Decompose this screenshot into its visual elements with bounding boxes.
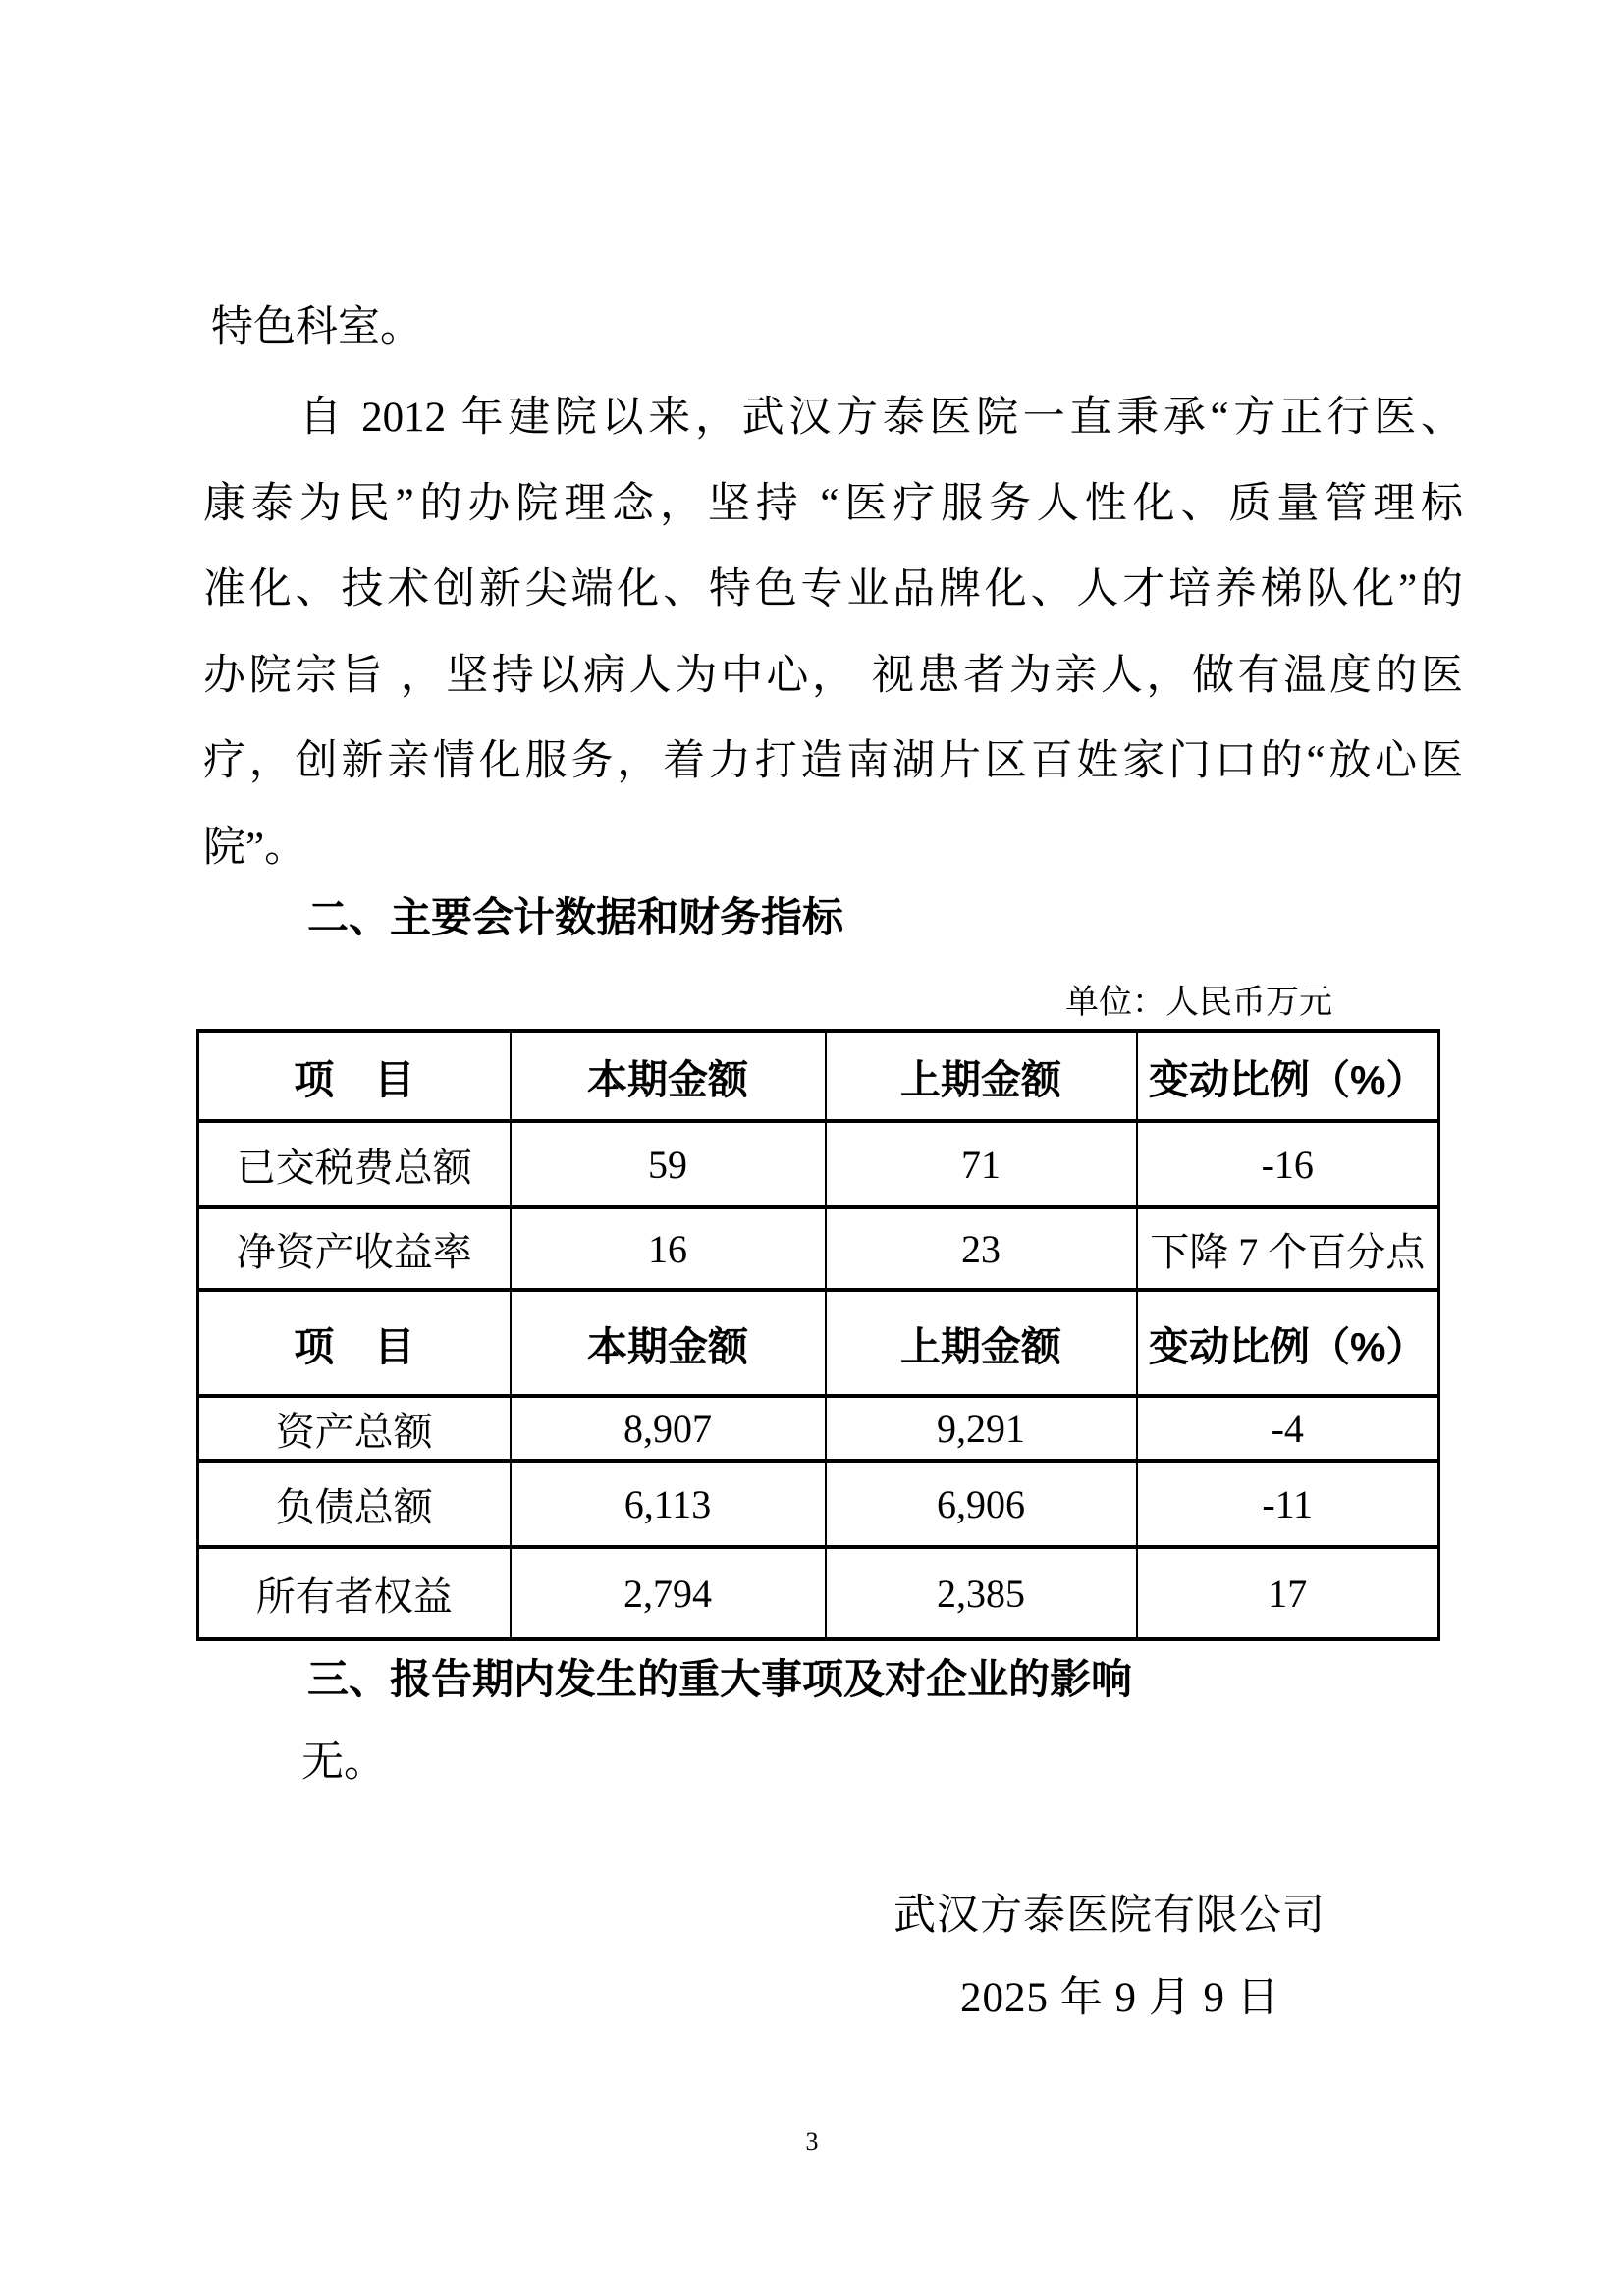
table-header-cell: 本期金额	[511, 1031, 826, 1121]
table-cell-change: -16	[1137, 1121, 1439, 1207]
table-unit-note: 单位：人民币万元	[1065, 985, 1332, 1021]
paragraph-line: 康泰为民”的办院理念，坚持 “医疗服务人性化、质量管理标	[203, 481, 1463, 527]
table-header-row	[198, 1031, 1439, 1121]
table-row	[198, 1396, 1439, 1461]
signature-company: 武汉方泰医院有限公司	[893, 1893, 1326, 1939]
table-header-row	[198, 1290, 1439, 1396]
paragraph-line: 自 2012 年建院以来，武汉方泰医院一直秉承“方正行医、	[299, 395, 1463, 441]
table-row	[198, 1461, 1439, 1547]
table-cell-prior: 71	[826, 1121, 1137, 1207]
paragraph-line: 疗，创新亲情化服务，着力打造南湖片区百姓家门口的“放心医	[203, 738, 1463, 784]
table-cell-item: 净资产收益率	[198, 1207, 511, 1290]
section3-heading: 三、报告期内发生的重大事项及对企业的影响	[307, 1656, 1133, 1702]
table-cell-item: 已交税费总额	[198, 1121, 511, 1207]
financial-indicators-table	[196, 1029, 1440, 1641]
table-cell-current: 6,113	[511, 1461, 826, 1547]
table-cell-current: 8,907	[511, 1396, 826, 1461]
table-header-cell: 上期金额	[826, 1031, 1137, 1121]
table-header-cell: 变动比例（%）	[1137, 1290, 1439, 1396]
section3-content: 无。	[301, 1739, 386, 1786]
table-row	[198, 1207, 1439, 1290]
page-number: 3	[805, 2127, 819, 2156]
table-cell-prior: 9,291	[826, 1396, 1137, 1461]
table-cell-change: 下降 7 个百分点	[1137, 1207, 1439, 1290]
table-header-cell: 上期金额	[826, 1290, 1137, 1396]
table-cell-item: 负债总额	[198, 1461, 511, 1547]
paragraph-tail-line: 特色科室。	[211, 304, 422, 350]
table-cell-change: -11	[1137, 1461, 1439, 1547]
table-header-cell: 变动比例（%）	[1137, 1031, 1439, 1121]
table-cell-prior: 23	[826, 1207, 1137, 1290]
table-header-cell: 项 目	[198, 1290, 511, 1396]
table-cell-current: 59	[511, 1121, 826, 1207]
paragraph-line: 准化、技术创新尖端化、特色专业品牌化、人才培养梯队化”的	[203, 566, 1463, 613]
section2-heading: 二、主要会计数据和财务指标	[307, 894, 844, 940]
table-cell-item: 资产总额	[198, 1396, 511, 1461]
table-cell-change: -4	[1137, 1396, 1439, 1461]
table-header-cell: 项 目	[198, 1031, 511, 1121]
signature-date: 2025 年 9 月 9 日	[960, 1975, 1280, 2021]
table-row	[198, 1547, 1439, 1639]
table-cell-change: 17	[1137, 1547, 1439, 1639]
table-cell-prior: 2,385	[826, 1547, 1137, 1639]
paragraph-line: 办院宗旨 ，坚持以病人为中心， 视患者为亲人，做有温度的医	[203, 653, 1463, 699]
paragraph-line: 院”。	[203, 825, 307, 871]
table-cell-current: 2,794	[511, 1547, 826, 1639]
table-cell-prior: 6,906	[826, 1461, 1137, 1547]
table-row	[198, 1121, 1439, 1207]
table-cell-current: 16	[511, 1207, 826, 1290]
table-header-cell: 本期金额	[511, 1290, 826, 1396]
table-cell-item: 所有者权益	[198, 1547, 511, 1639]
